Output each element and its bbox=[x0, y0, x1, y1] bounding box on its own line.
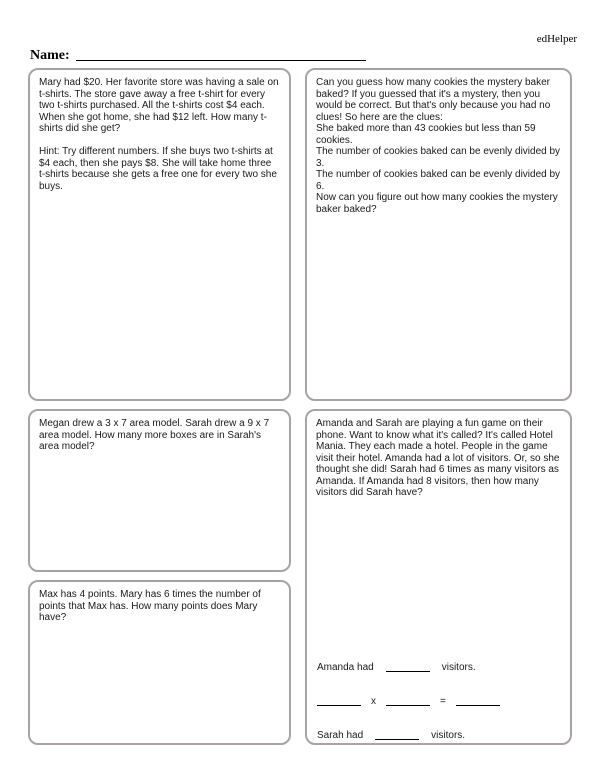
answer-blank bbox=[375, 729, 419, 740]
answer-blank bbox=[456, 695, 500, 706]
problem-paragraph: Amanda and Sarah are playing a fun game on their phone. Want to know what it's called? It's called Hotel Mania. They each made a hotel. People in the game visit their hotel. Amanda had a lot of visitors. Or, so she thought she did! Sarah had 6 times as many visitors as Amanda. If Amanda had 8 visitors, then how many visitors did Sarah have? bbox=[316, 418, 560, 498]
problem-clue-line: She baked more than 43 cookies but less than 59 cookies. bbox=[316, 123, 536, 146]
problem-box-cookies bbox=[305, 68, 572, 401]
answer-line-amanda bbox=[317, 661, 476, 674]
problem-text-line: Can you guess how many cookies the mystery baker baked? If you guessed that it's a mystery, then you would be correct. But that's only because you had no clues! So here are the clues: bbox=[316, 77, 551, 123]
problem-clue-line: The number of cookies baked can be evenly divided by 3. bbox=[316, 146, 561, 169]
problem-clue-line: The number of cookies baked can be evenly divided by 6. bbox=[316, 169, 561, 192]
problem-paragraph: Max has 4 points. Mary has 6 times the number of points that Max has. How many points does Mary have? bbox=[39, 589, 261, 623]
problem-box-points bbox=[28, 580, 291, 745]
problem-question-line: Now can you figure out how many cookies the mystery baker baked? bbox=[316, 192, 558, 215]
answer-line-sarah bbox=[317, 729, 465, 742]
problem-paragraph: Megan drew a 3 x 7 area model. Sarah drew a 9 x 7 area model. How many more boxes are in Sarah's area model? bbox=[39, 418, 270, 452]
name-blank-line bbox=[76, 50, 366, 61]
answer-prefix: Sarah had bbox=[317, 730, 364, 741]
answer-blank bbox=[386, 695, 430, 706]
name-row bbox=[30, 46, 366, 64]
problem-paragraph: Mary had $20. Her favorite store was having a sale on t-shirts. The store gave away a free t-shirt for every two t-shirts purchased. All the t-shirts cost $4 each. When she got home, she had $12 left. How many t-shirts did she get? bbox=[39, 77, 279, 134]
answer-suffix: visitors. bbox=[431, 730, 466, 741]
answer-suffix: visitors. bbox=[441, 662, 476, 673]
answer-blank bbox=[386, 661, 430, 672]
times-symbol: x bbox=[371, 696, 376, 707]
answer-prefix: Amanda had bbox=[317, 662, 374, 673]
problem-box-tshirts bbox=[28, 68, 291, 401]
edhelper-logo: edHelper bbox=[536, 33, 577, 45]
problem-hint-paragraph: Hint: Try different numbers. If she buys two t-shirts at $4 each, then she pays $8. She will take home three t-shirts because she gets a free one for every two she buys. bbox=[39, 146, 277, 192]
problem-box-area-model bbox=[28, 409, 291, 572]
answer-blank bbox=[317, 695, 361, 706]
problem-box-hotel-mania bbox=[305, 409, 572, 745]
name-label: Name: bbox=[30, 48, 70, 63]
answer-line-equation bbox=[317, 695, 500, 708]
equals-symbol: = bbox=[440, 696, 446, 707]
